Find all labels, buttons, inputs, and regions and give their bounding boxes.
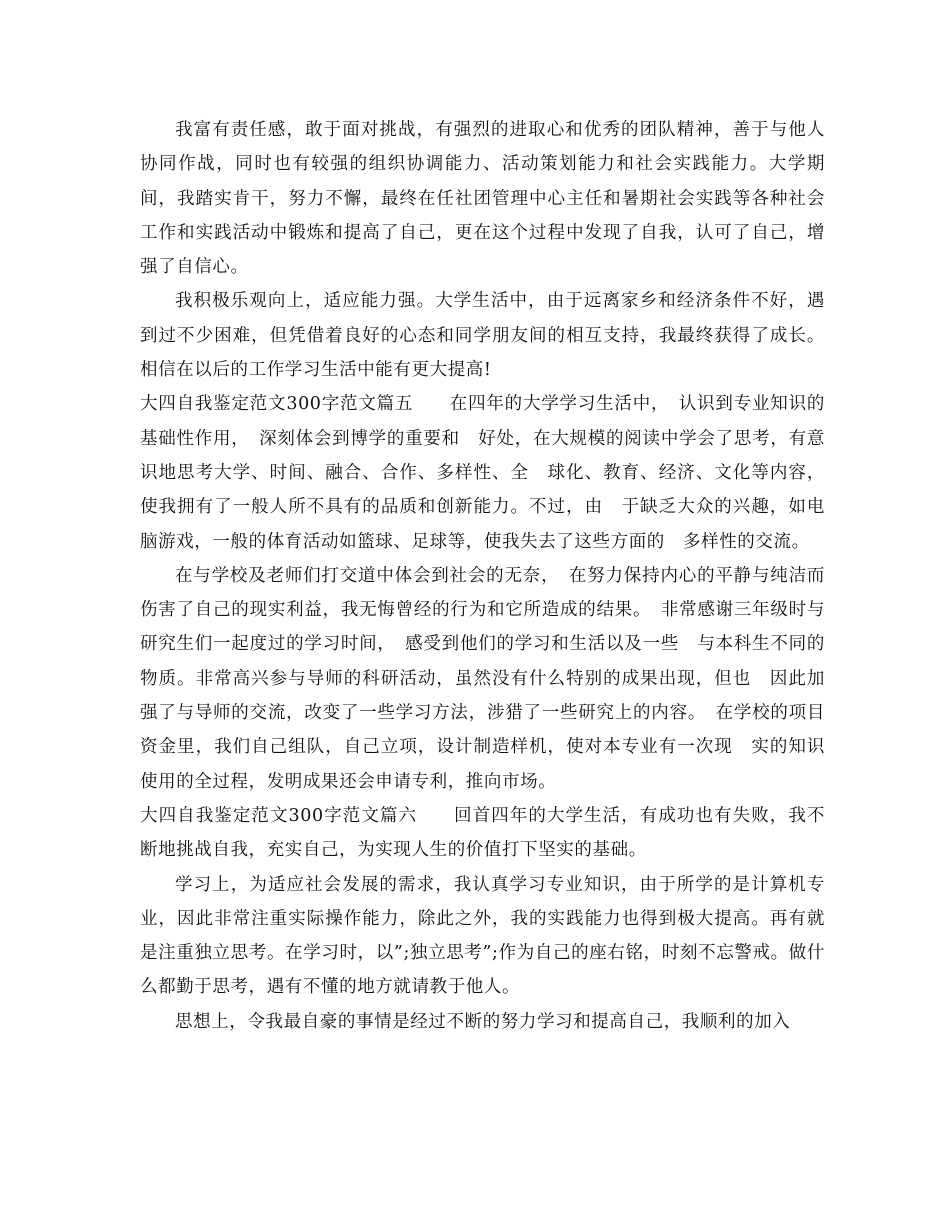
- paragraph-optimism: 我积极乐观向上，适应能力强。大学生活中，由于远离家乡和经济条件不好，遇到过不少困难，但凭借着良好的心态和同学朋友间的相互支持，我最终获得了成长。相信在以后的工作学习生活中能有更大提高!: [140, 291, 825, 381]
- paragraph-thought: 思想上，令我最自豪的事情是经过不断的努力学习和提高自己，我顺利的加入: [175, 1011, 791, 1032]
- paragraph-school-interaction: 在与学校及老师们打交道中体会到社会的无奈， 在努力保持内心的平静与纯洁而伤害了自己的现实利益，我无悔曾经的行为和它所造成的结果。 非常感谢三年级时与研究生们一起度过的学习时间， 感受到他们的学习和生活以及一些 与本科生不同的物质。非常高兴参与导师的科研活动，虽然没有什么特别的成果出现，但也 因此加强了与导师的交流，改变了一些学习方法，涉猎了一些研究上的内容。 在学校的项目资金里，我们自己组队，自己立项，设计制造样机，使对本专业有一次现 实的知识使用的全过程，发明成果还会申请专利，推向市场。: [140, 565, 825, 792]
- paragraph-responsibility: 我富有责任感，敢于面对挑战，有强烈的进取心和优秀的团队精神，善于与他人协同作战，同时也有较强的组织协调能力、活动策划能力和社会实践能力。大学期间，我踏实肯干，努力不懈，最终在任社团管理中心主任和暑期社会实践等各种社会工作和实践活动中锻炼和提高了自己，更在这个过程中发现了自我，认可了自己，增强了自信心。: [140, 120, 825, 278]
- paragraph-essay-six: 大四自我鉴定范文300字范文篇六 回首四年的大学生活，有成功也有失败，我不断地挑战自我，充实自己，为实现人生的价值打下坚实的基础。: [140, 805, 825, 861]
- paragraph-study: 学习上，为适应社会发展的需求，我认真学习专业知识，由于所学的是计算机专业，因此非常注重实际操作能力，除此之外，我的实践能力也得到极大提高。再有就是注重独立思考。在学习时，以”;独立思考”;作为自己的座右铭，时刻不忘警戒。做什么都勤于思考，遇有不懂的地方就请教于他人。: [140, 874, 825, 998]
- paragraph-essay-five: 大四自我鉴定范文300字范文篇五 在四年的大学学习生活中， 认识到专业知识的基础性作用， 深刻体会到博学的重要和 好处，在大规模的阅读中学会了思考，有意识地思考大学、时间、融合、合作、多样性、全 球化、教育、经济、文化等内容，使我拥有了一般人所不具有的品质和创新能力。不过，由 于缺乏大众的兴趣，如电脑游戏，一般的体育活动如篮球、足球等，使我失去了这些方面的 多样性的交流。: [140, 394, 825, 552]
- document-page: [140, 113, 825, 1039]
